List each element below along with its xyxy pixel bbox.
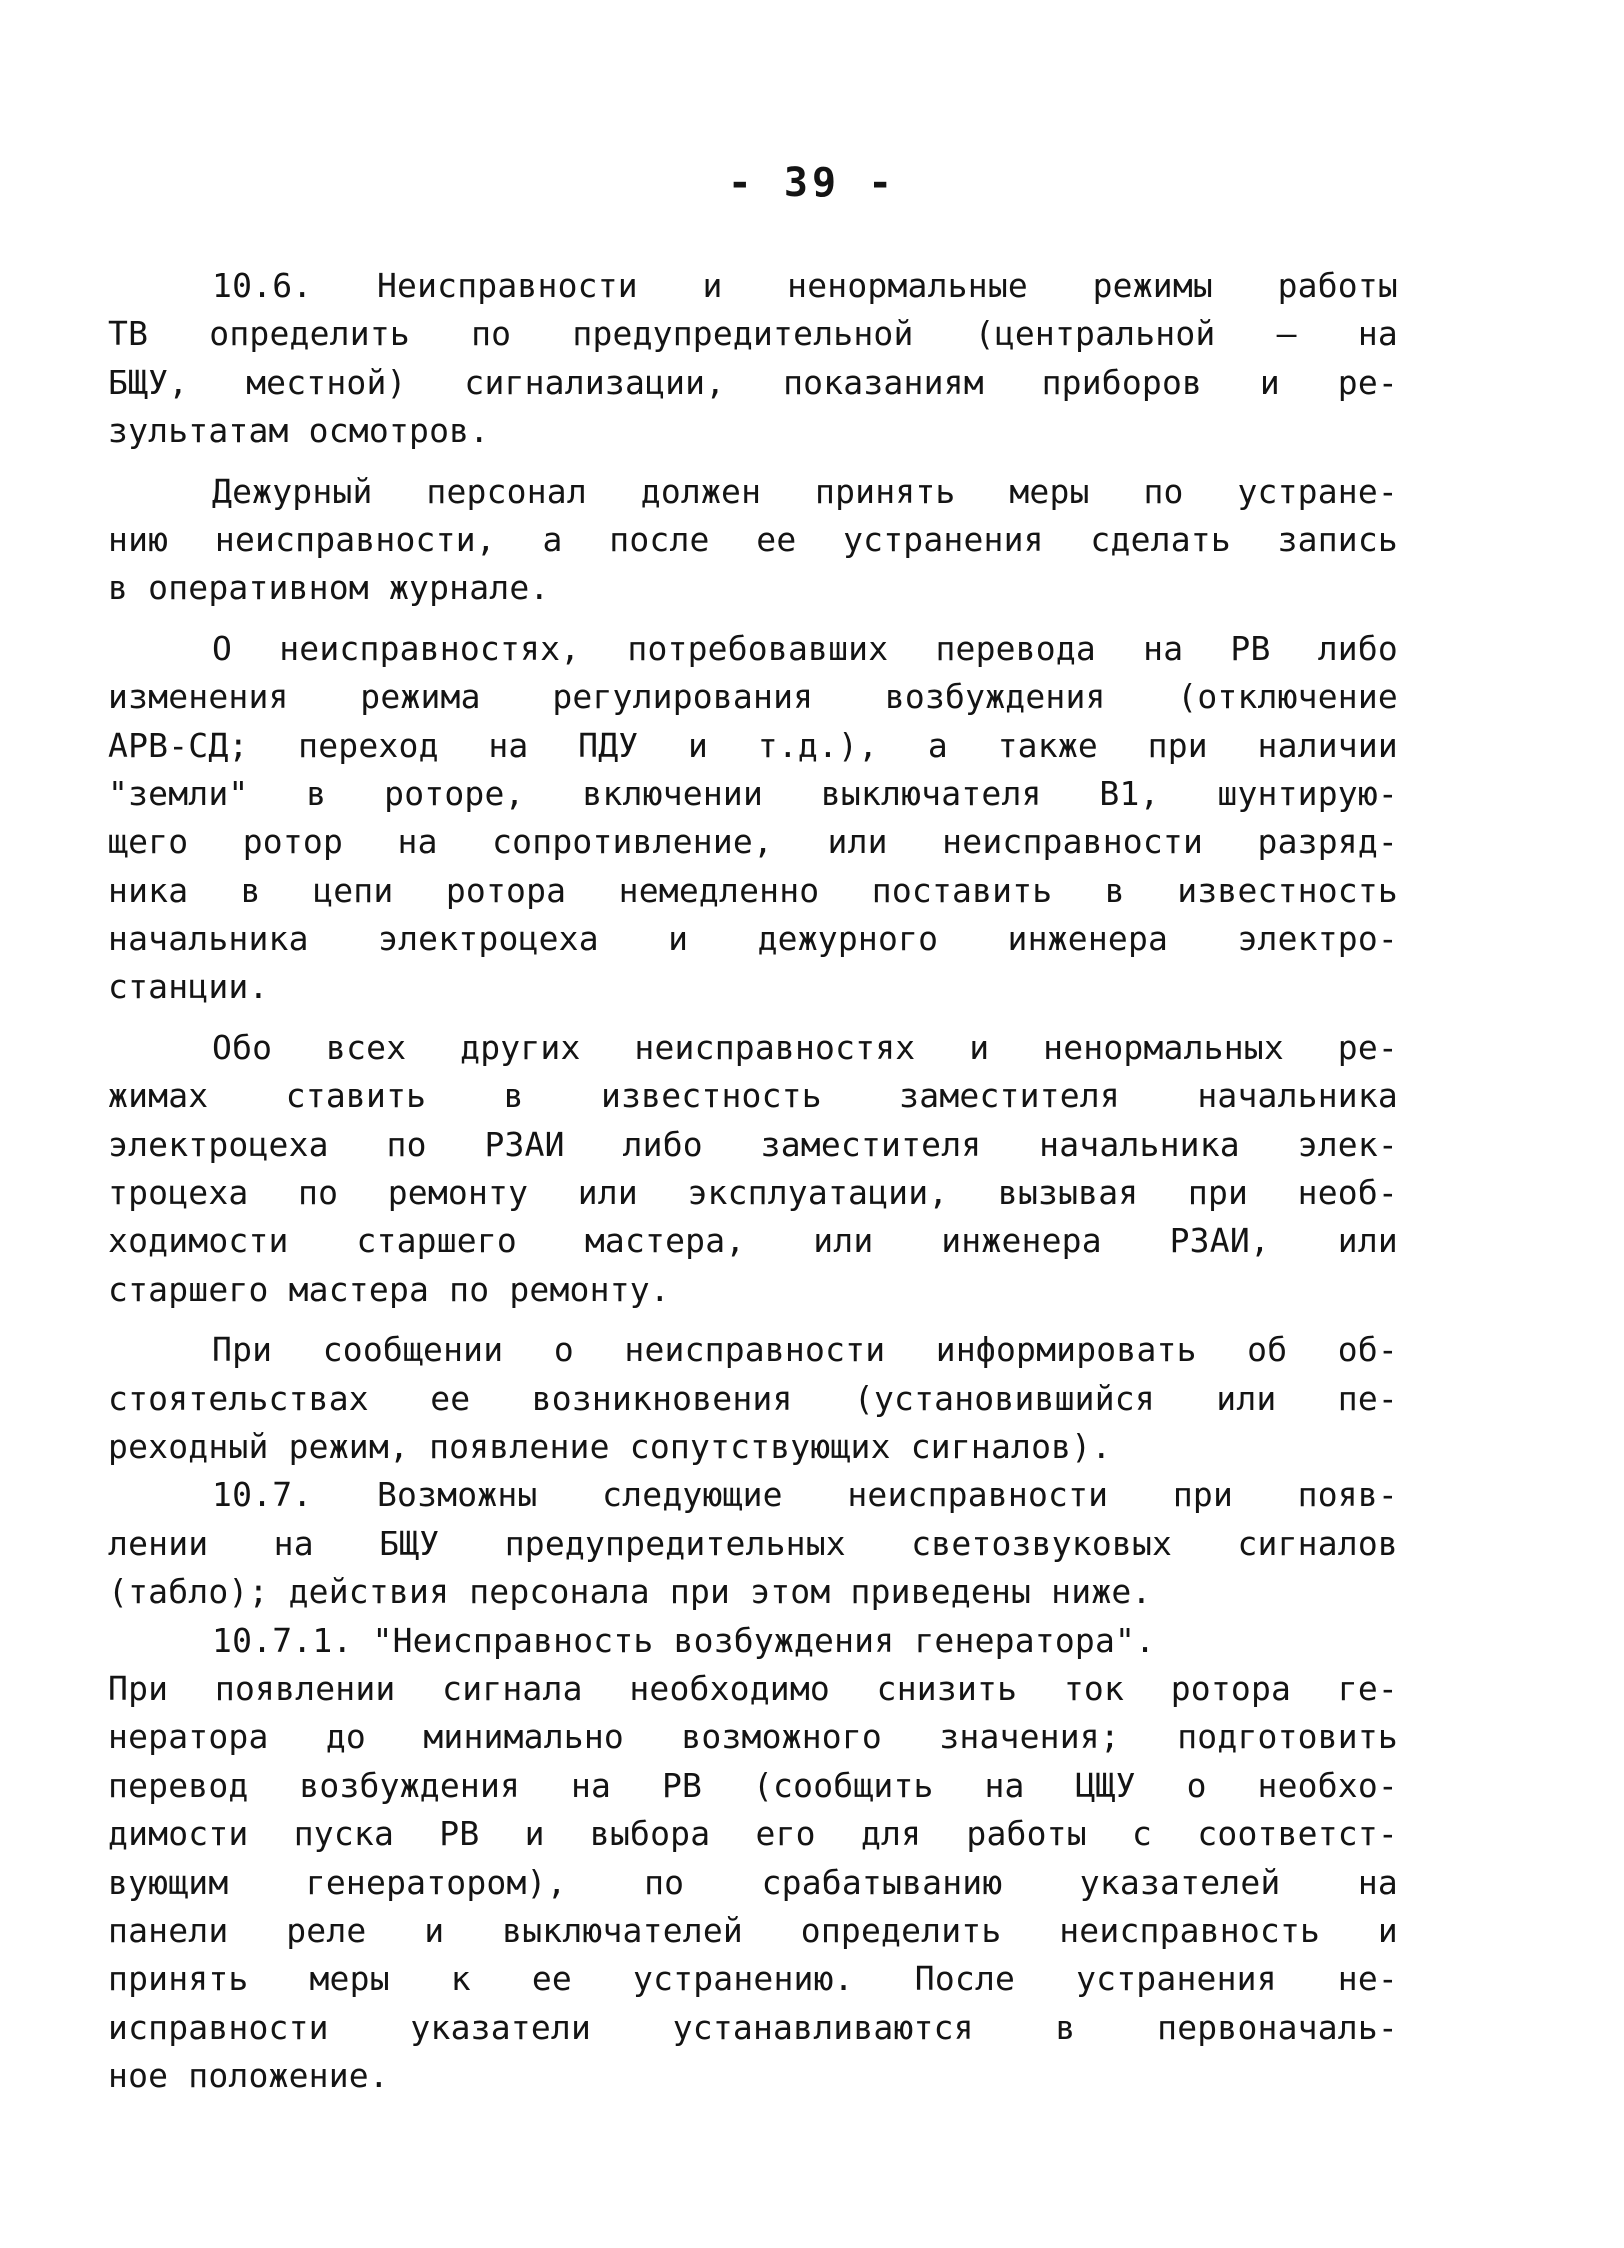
text-line: в оперативном журнале. [108, 568, 550, 608]
paragraph-reporting [108, 1326, 1398, 1471]
text-line: ника в цепи ротора немедленно поставить в известность [108, 870, 1398, 910]
text-line: реходный режим, появление сопутствующих сигналов). [108, 1426, 1112, 1466]
text-line: щего ротор на сопротивление, или неисправности разряд- [108, 822, 1398, 862]
text-line: 10.6. Неисправности и ненормальные режимы работы [212, 266, 1398, 305]
text-line: При появлении сигнала необходимо снизить ток ротора ге- [108, 1668, 1398, 1708]
text-line: начальника электроцеха и дежурного инженера электро- [108, 919, 1398, 959]
text-line: БЩУ, местной) сигнализации, показаниям приборов и ре- [108, 362, 1398, 402]
paragraph-other-faults [108, 1024, 1398, 1314]
text-line: зультатам осмотров. [108, 411, 490, 451]
text-line: 10.7. Возможны следующие неисправности при появ- [212, 1475, 1398, 1515]
text-line: димости пуска РВ и выбора его для работы с соответст- [108, 1814, 1398, 1854]
text-line: старшего мастера по ремонту. [108, 1269, 670, 1309]
text-line: изменения режима регулирования возбуждения (отключение [108, 677, 1398, 717]
text-line: нию неисправности, а после ее устранения сделать запись [108, 519, 1398, 559]
text-line: Обо всех других неисправностях и ненормальных ре- [212, 1027, 1398, 1067]
text-line: лении на БЩУ предупредительных светозвуковых сигналов [108, 1523, 1398, 1563]
text-line: электроцеха по РЗАИ либо заместителя начальника элек- [108, 1124, 1398, 1164]
text-line: исправности указатели устанавливаются в первоначаль- [108, 2007, 1398, 2047]
text-line: нератора до минимально возможного значения; подготовить [108, 1717, 1398, 1757]
text-line: "земли" в роторе, включении выключателя В1, шунтирую- [108, 773, 1398, 813]
text-line: вующим генератором), по срабатыванию указателей на [108, 1862, 1398, 1902]
text-line: принять меры к ее устранению. После устранения не- [108, 1959, 1398, 1999]
text-line: жимах ставить в известность заместителя начальника [108, 1076, 1398, 1116]
text-line: ное положение. [108, 2056, 389, 2096]
text-line: панели реле и выключателей определить неисправность и [108, 1910, 1398, 1950]
text-line: ТВ определить по предупредительной (центральной — на [108, 314, 1398, 354]
text-line: АРВ-СД; переход на ПДУ и т.д.), а также при наличии [108, 725, 1398, 765]
text-line: троцеха по ремонту или эксплуатации, вызывая при необ- [108, 1173, 1398, 1213]
paragraph-10-6 [108, 262, 1398, 456]
text-line: При сообщении о неисправности информировать об об- [212, 1330, 1398, 1370]
text-line: станции. [108, 967, 269, 1007]
body-text [108, 262, 1398, 2100]
text-line: ходимости старшего мастера, или инженера РЗАИ, или [108, 1221, 1398, 1261]
paragraph-10-7-1 [108, 1617, 1398, 2101]
text-line: 10.7.1. "Неисправность возбуждения генератора". [212, 1620, 1156, 1660]
text-line: Дежурный персонал должен принять меры по устране- [212, 471, 1398, 511]
text-line: (табло); действия персонала при этом приведены ниже. [108, 1572, 1152, 1612]
text-line: стоятельствах ее возникновения (установившийся или пе- [108, 1378, 1398, 1418]
paragraph-10-7 [108, 1471, 1398, 1616]
text-line: О неисправностях, потребовавших перевода на РВ либо [212, 628, 1398, 668]
paragraph-faults-rv [108, 625, 1398, 1012]
page-number: - 39 - [727, 160, 897, 206]
text-line: перевод возбуждения на РВ (сообщить на ЦЩУ о необхо- [108, 1765, 1398, 1805]
paragraph-duty-staff [108, 468, 1398, 613]
